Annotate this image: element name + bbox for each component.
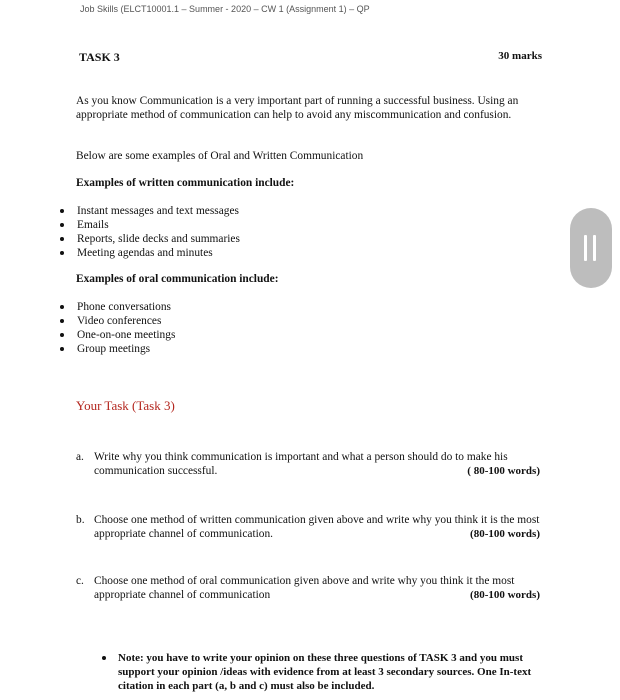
task-marks: 30 marks <box>498 50 542 62</box>
question-letter: b. <box>76 514 85 526</box>
examples-intro: Below are some examples of Oral and Written Communication <box>76 150 364 162</box>
word-count: ( 80-100 words) <box>467 465 540 477</box>
list-item: Emails <box>60 218 240 232</box>
question-c <box>76 574 542 602</box>
question-text: Choose one method of oral communication given above and write why you think it the most appropriate channel of communication <box>94 575 515 601</box>
intro-paragraph: As you know Communication is a very important part of running a successful business. Using an appropriate method of communication can help to avoid any miscommunication and confusion. <box>76 95 519 121</box>
pause-button[interactable] <box>570 208 612 288</box>
word-count: (80-100 words) <box>470 528 540 540</box>
pause-icon <box>584 235 598 261</box>
written-heading: Examples of written communication include: <box>76 177 295 189</box>
note-paragraph: Note: you have to write your opinion on these three questions of TASK 3 and you must support your opinion /ideas with evidence from at least 3 secondary sources. One In-text citation in each part (a, b and c) must also be included. <box>118 651 548 693</box>
list-item: One-on-one meetings <box>60 328 175 342</box>
oral-heading: Examples of oral communication include: <box>76 273 279 285</box>
list-item: Group meetings <box>60 342 175 356</box>
list-item: Video conferences <box>60 314 175 328</box>
question-text: Choose one method of written communication given above and write why you think it is the most appropriate channel of communication. <box>94 514 540 540</box>
question-letter: a. <box>76 451 84 463</box>
question-b <box>76 513 542 541</box>
list-item: Phone conversations <box>60 300 175 314</box>
oral-list <box>60 300 175 356</box>
list-item: Reports, slide decks and summaries <box>60 232 240 246</box>
list-item: Meeting agendas and minutes <box>60 246 240 260</box>
question-a <box>76 450 542 478</box>
question-text: Write why you think communication is important and what a person should do to make his communication successful. <box>94 451 508 477</box>
your-task-heading: Your Task (Task 3) <box>76 398 175 413</box>
task-title: TASK 3 <box>79 50 120 64</box>
written-list <box>60 204 240 260</box>
list-item: Instant messages and text messages <box>60 204 240 218</box>
question-letter: c. <box>76 575 84 587</box>
word-count: (80-100 words) <box>470 589 540 601</box>
document-header: Job Skills (ELCT10001.1 – Summer - 2020 – CW 1 (Assignment 1) – QP <box>80 4 370 14</box>
